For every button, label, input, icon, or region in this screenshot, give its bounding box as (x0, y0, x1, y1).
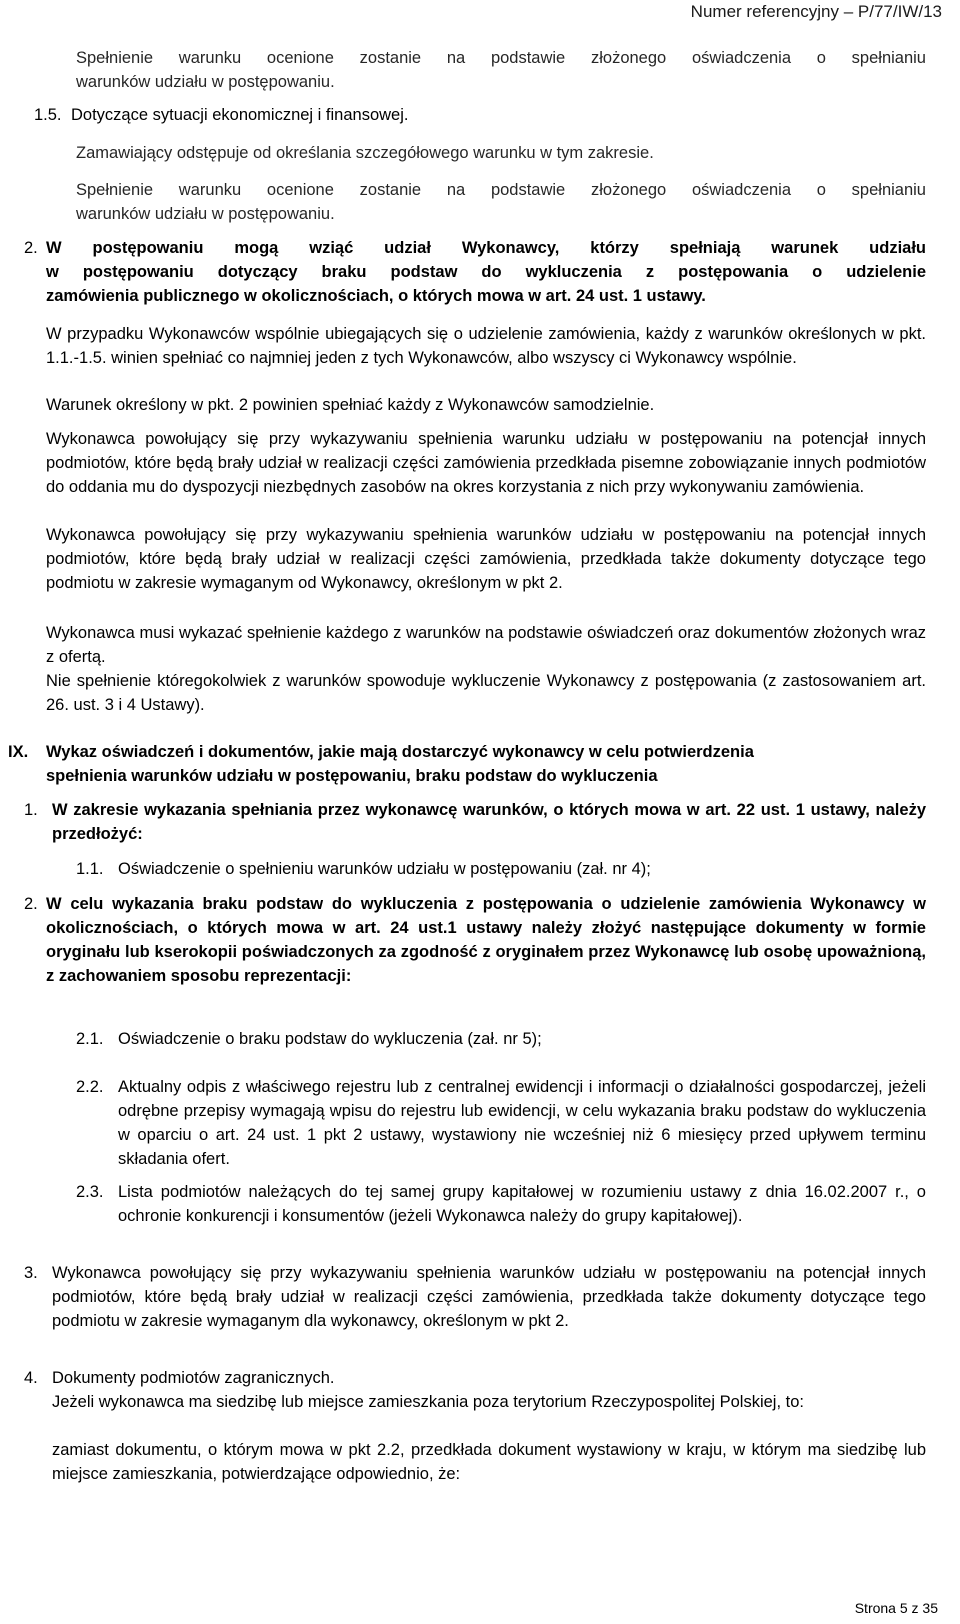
paragraph: Warunek określony w pkt. 2 powinien spełniać każdy z Wykonawców samodzielnie. (46, 396, 655, 414)
paragraph: W przypadku Wykonawców wspólnie ubiegających się o udzielenie zamówienia, każdy z warunków określonych w pkt. 1.1.-1.5. winien spełniać co najmniej jeden z tych Wykonawców, albo wszyscy ci Wykonawcy wspólnie. (46, 325, 926, 367)
sub-list-item: Lista podmiotów należących do tej samej grupy kapitałowej w rozumieniu ustawy z dnia 16.02.2007 r., o ochronie konkurencji i konsumentów (jeżeli Wykonawca należy do grupy kapitałowej). (118, 1183, 926, 1225)
list-item: W celu wykazania braku podstaw do wykluczenia z postępowania o udzielenie zamówienia Wykonawcy w okolicznościach, o których mowa w art. 24 ust.1 ustawy należy złożyć następujące dokumenty w formie oryginału lub kserokopii poświadczonych za zgodność z oryginałem przez Wykonawcę lub osobę upoważnioną, z zachowaniem sposobu reprezentacji: (46, 895, 926, 985)
section-heading: spełnienia warunków udziału w postępowaniu, braku podstaw do wykluczenia (46, 767, 658, 785)
point-number: 2. (24, 239, 38, 257)
list-number: 4. (24, 1369, 38, 1387)
bold-paragraph-line: w postępowaniu dotyczący braku podstaw do wykluczenia z postępowania o udzielenie (46, 263, 926, 281)
sub-list-number: 2.1. (76, 1030, 104, 1048)
list-number: 3. (24, 1264, 38, 1282)
list-item: Wykonawca powołujący się przy wykazywaniu spełnienia warunków udziału w postępowaniu na potencjał innych podmiotów, które będą brały udział w realizacji części zamówienia, przedkłada także dokumenty dotyczące tego podmiotu w zakresie wymaganym dla wykonawcy, określonym w pkt 2. (52, 1264, 926, 1330)
bold-paragraph-line: zamówienia publicznego w okolicznościach, o których mowa w art. 24 ust. 1 ustawy. (46, 287, 706, 305)
bold-paragraph-line: W postępowaniu mogą wziąć udział Wykonawcy, którzy spełniają warunek udziału (46, 239, 926, 257)
sub-list-item: Aktualny odpis z właściwego rejestru lub z centralnej ewidencji i informacji o działalności gospodarczej, jeżeli odrębne przepisy wymagają wpisu do rejestru lub ewidencji, w celu wykazania braku podstaw do wykluczenia w oparciu o art. 24 ust. 1 pkt 2 ustawy, wystawiony nie wcześniej niż 6 miesięcy przed upływem terminu składania ofert. (118, 1078, 926, 1168)
sub-list-number: 2.3. (76, 1183, 104, 1201)
sub-list-number: 1.1. (76, 860, 104, 878)
paragraph: Spełnienie warunku ocenione zostanie na podstawie złożonego oświadczenia o spełnianiu (76, 49, 926, 67)
paragraph: zamiast dokumentu, o którym mowa w pkt 2.2, przedkłada dokument wystawiony w kraju, w którym ma siedzibę lub miejsce zamieszkania, potwierdzające odpowiednio, że: (52, 1441, 926, 1483)
list-number: 1. (24, 801, 38, 819)
list-item-title: Dokumenty podmiotów zagranicznych. (52, 1369, 335, 1387)
paragraph: Wykonawca powołujący się przy wykazywaniu spełnienia warunków udziału w postępowaniu na potencjał innych podmiotów, które będą brały udział w realizacji części zamówienia, przedkłada także dokumenty dotyczące tego podmiotu w zakresie wymaganym od Wykonawcy, określonym w pkt 2. (46, 526, 926, 592)
page-number: Strona 5 z 35 (854, 1600, 938, 1616)
section-number: IX. (8, 743, 29, 761)
section-number: 1.5. (34, 106, 62, 124)
paragraph: Wykonawca powołujący się przy wykazywaniu spełnienia warunku udziału w postępowaniu na potencjał innych podmiotów, które będą brały udział w realizacji części zamówienia przedkłada pisemne zobowiązanie innych podmiotów do oddania mu do dyspozycji niezbędnych zasobów na okres korzystania z nich przy wykonywaniu zamówienia. (46, 430, 926, 496)
page-header-reference: Numer referencyjny – P/77/IW/13 (690, 2, 942, 21)
paragraph: Zamawiający odstępuje od określania szczegółowego warunku w tym zakresie. (76, 144, 654, 162)
section-heading: Dotyczące sytuacji ekonomicznej i finansowej. (71, 106, 409, 124)
section-heading: Wykaz oświadczeń i dokumentów, jakie mają dostarczyć wykonawcy w celu potwierdzenia (46, 743, 754, 761)
paragraph: warunków udziału w postępowaniu. (76, 205, 335, 223)
sub-list-item: Oświadczenie o braku podstaw do wykluczenia (zał. nr 5); (118, 1030, 542, 1048)
paragraph: Nie spełnienie któregokolwiek z warunków spowoduje wykluczenie Wykonawcy z postępowania (z zastosowaniem art. 26. ust. 3 i 4 Ustawy). (46, 672, 926, 714)
paragraph: warunków udziału w postępowaniu. (76, 73, 335, 91)
sub-list-number: 2.2. (76, 1078, 104, 1096)
sub-list-item: Oświadczenie o spełnieniu warunków udziału w postępowaniu (zał. nr 4); (118, 860, 651, 878)
paragraph: Jeżeli wykonawca ma siedzibę lub miejsce zamieszkania poza terytorium Rzeczypospolitej Polskiej, to: (52, 1393, 804, 1411)
paragraph: Spełnienie warunku ocenione zostanie na podstawie złożonego oświadczenia o spełnianiu (76, 181, 926, 199)
paragraph: Wykonawca musi wykazać spełnienie każdego z warunków na podstawie oświadczeń oraz dokumentów złożonych wraz z ofertą. (46, 624, 926, 666)
list-number: 2. (24, 895, 38, 913)
list-item: W zakresie wykazania spełniania przez wykonawcę warunków, o których mowa w art. 22 ust. 1 ustawy, należy przedłożyć: (52, 801, 926, 843)
